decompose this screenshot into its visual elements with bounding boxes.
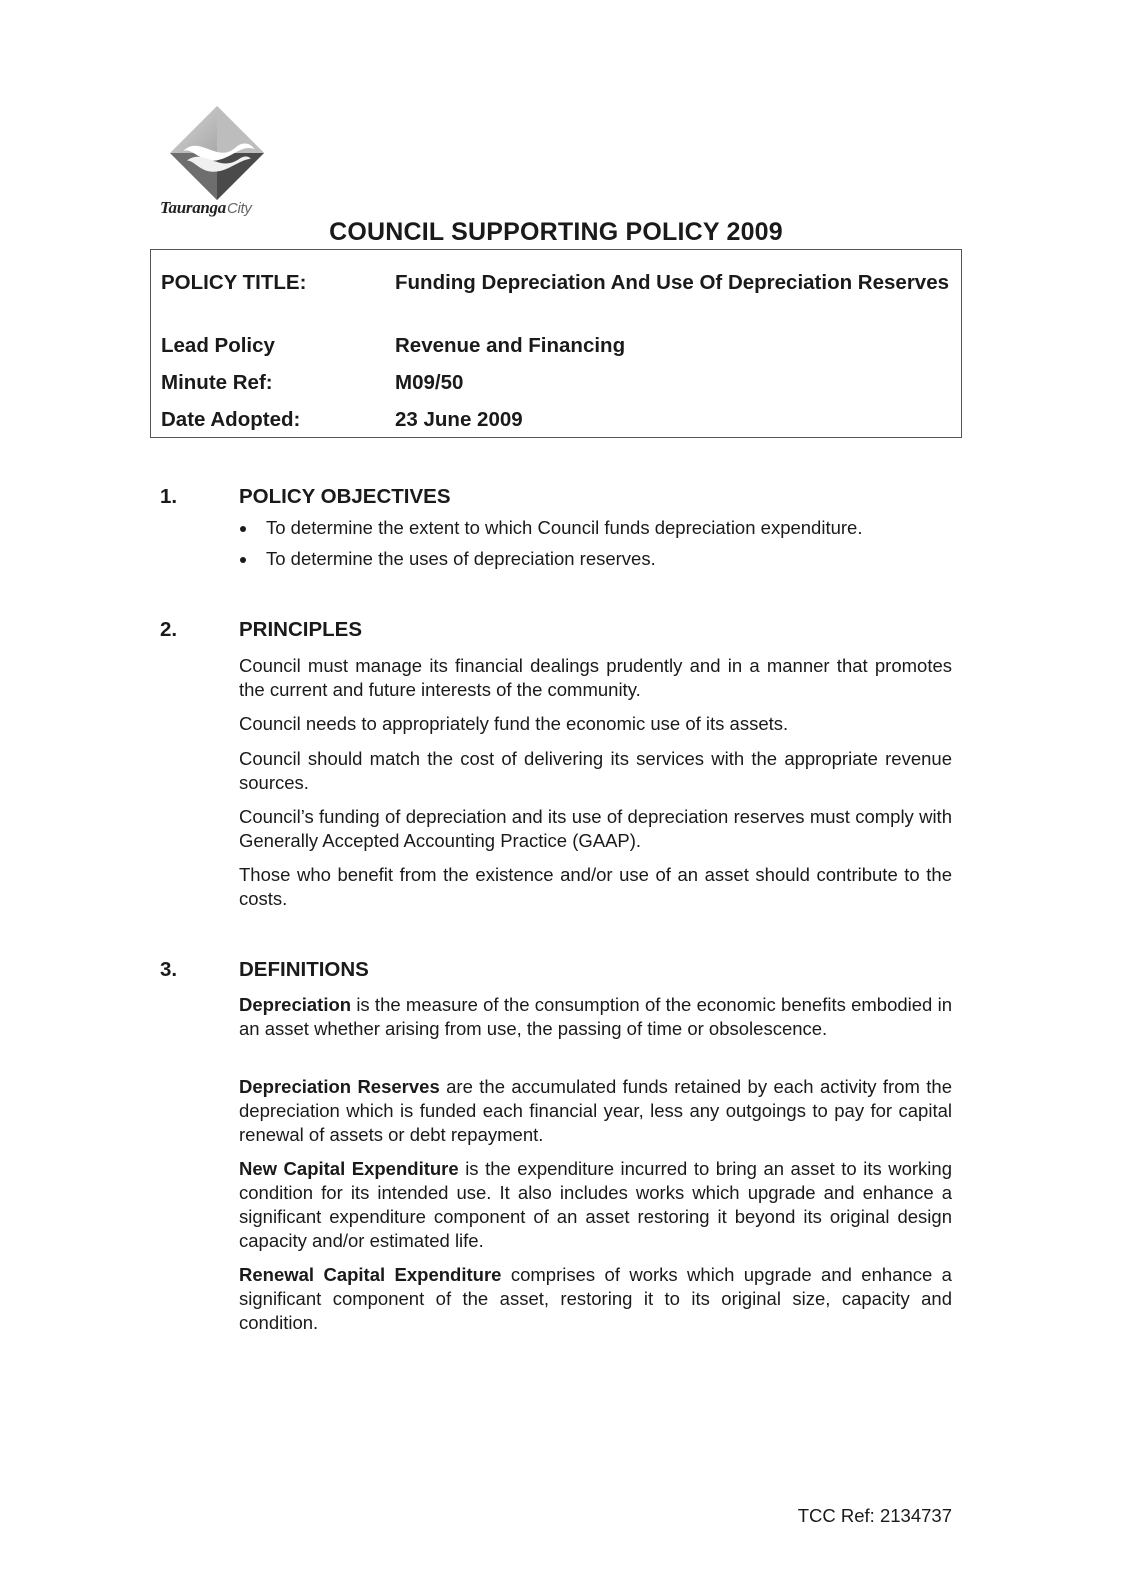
- date-adopted-label: Date Adopted:: [161, 408, 301, 431]
- logo-wordmark: TaurangaCity: [160, 198, 252, 217]
- definition-paragraph: [239, 1263, 952, 1335]
- page-title: COUNCIL SUPPORTING POLICY 2009: [329, 218, 783, 246]
- minute-ref-value: M09/50: [395, 371, 464, 394]
- definition-term: Renewal Capital Expenditure: [239, 1264, 502, 1285]
- principle-paragraph: Those who benefit from the existence and/or use of an asset should contribute to the costs.: [239, 864, 952, 909]
- definition-paragraph: [239, 993, 952, 1041]
- section-3-number: 3.: [160, 958, 178, 981]
- definition-text: are the accumulated funds retained by each activity from the depreciation which is funded each financial year, less any outgoings to pay for capital renewal of assets or debt repayment.: [239, 1076, 952, 1145]
- section-2-number: 2.: [160, 618, 178, 641]
- principle-paragraph: Council should match the cost of delivering its services with the appropriate revenue sources.: [239, 748, 952, 793]
- list-item: To determine the extent to which Council funds depreciation expenditure.: [239, 516, 862, 540]
- tcc-reference: TCC Ref: 2134737: [797, 1505, 952, 1526]
- council-logo: [160, 106, 284, 218]
- principle-paragraph: Council’s funding of depreciation and its use of depreciation reserves must comply with Generally Accepted Accounting Practice (GAAP).: [239, 806, 952, 851]
- principle-paragraph: Council must manage its financial dealings prudently and in a manner that promotes the current and future interests of the community.: [239, 655, 952, 700]
- minute-ref-label: Minute Ref:: [161, 371, 273, 394]
- list-item: To determine the uses of depreciation reserves.: [239, 547, 862, 571]
- definition-text: comprises of works which upgrade and enhance a significant component of the asset, restoring it to its original size, capacity and condition.: [239, 1264, 952, 1333]
- definition-text: is the expenditure incurred to bring an asset to its working condition for its intended use. It also includes works which upgrade and enhance a significant expenditure component of an asset restoring it beyond its original design capacity and/or estimated life.: [239, 1158, 952, 1251]
- section-1-title: POLICY OBJECTIVES: [239, 485, 451, 508]
- diamond-logo-icon: [170, 106, 264, 200]
- objectives-list: [239, 516, 862, 578]
- section-3-title: DEFINITIONS: [239, 958, 369, 981]
- definition-term: Depreciation: [239, 994, 352, 1015]
- definition-paragraph: [239, 1157, 952, 1253]
- section-2-title: PRINCIPLES: [239, 618, 363, 641]
- principle-paragraph: Council needs to appropriately fund the economic use of its assets.: [239, 713, 789, 734]
- definition-term: Depreciation Reserves: [239, 1076, 440, 1097]
- lead-policy-label: Lead Policy: [161, 334, 275, 357]
- definition-paragraph: [239, 1075, 952, 1147]
- policy-title-value: Funding Depreciation And Use Of Depreciation Reserves: [395, 271, 950, 294]
- policy-title-label: POLICY TITLE:: [161, 271, 307, 294]
- lead-policy-value: Revenue and Financing: [395, 334, 626, 357]
- section-1-number: 1.: [160, 485, 178, 508]
- definition-text: is the measure of the consumption of the economic benefits embodied in an asset whether arising from use, the passing of time or obsolescence.: [239, 994, 952, 1039]
- policy-info-box: [150, 249, 962, 438]
- date-adopted-value: 23 June 2009: [395, 408, 523, 431]
- definition-term: New Capital Expenditure: [239, 1158, 459, 1179]
